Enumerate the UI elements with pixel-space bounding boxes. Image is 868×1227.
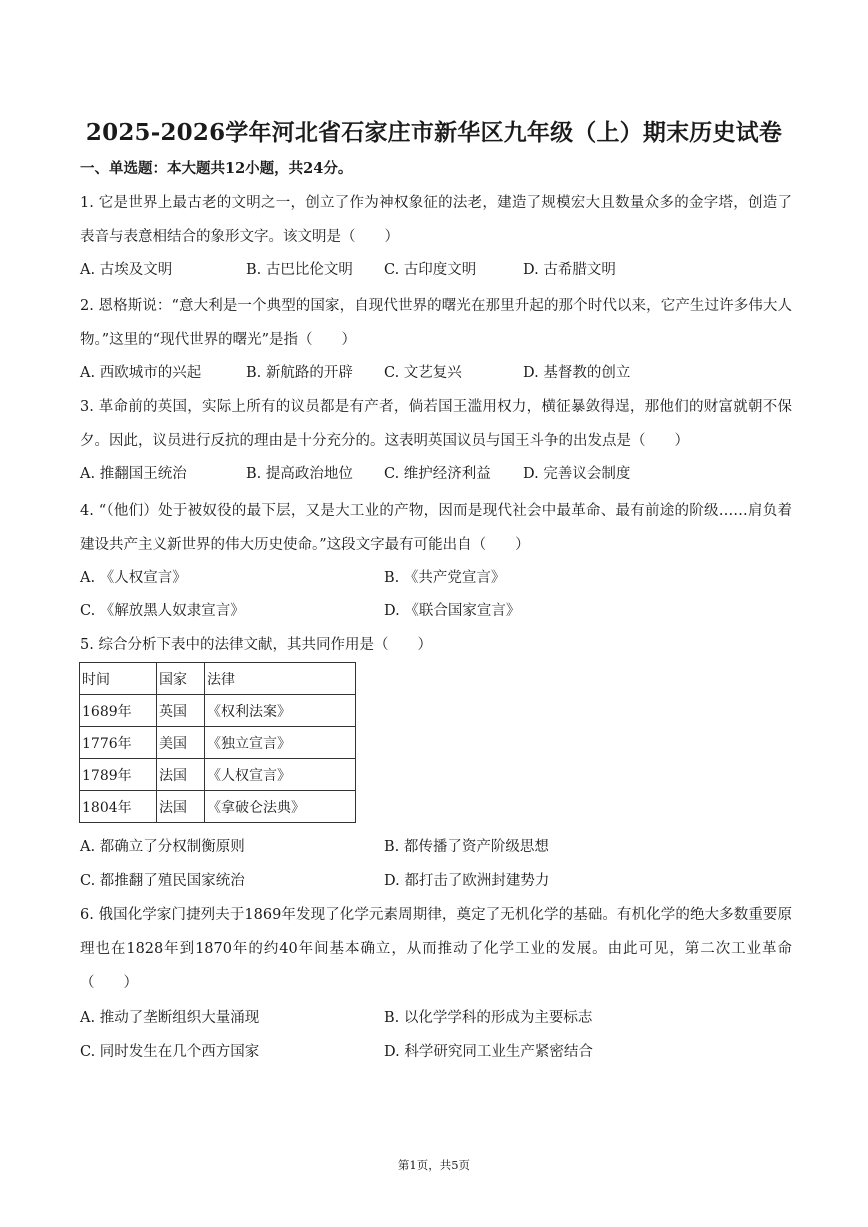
option-d: D. 科学研究同工业生产紧密结合 bbox=[384, 1044, 593, 1060]
question-5-options-row-2 bbox=[80, 869, 792, 893]
table-cell: 法国 bbox=[157, 791, 205, 823]
question-3-options bbox=[80, 462, 792, 486]
question-2-stem: 2. 恩格斯说：“意大利是一个典型的国家，自现代世界的曙光在那里升起的那个时代以来，它产生过许多伟大人物。”这里的“现代世界的曙光”是指（ ） bbox=[80, 298, 792, 348]
question-4-stem: 4. “（他们）处于被奴役的最下层，又是大工业的产物，因而是现代社会中最革命、最有前途的阶级……肩负着建设共产主义新世界的伟大历史使命。”这段文字最有可能出自（ ） bbox=[80, 503, 792, 553]
table-header-cell: 法律 bbox=[205, 663, 356, 695]
table-cell: 1804年 bbox=[80, 791, 157, 823]
exam-title: 2025-2026学年河北省石家庄市新华区九年级（上）期末历史试卷 bbox=[85, 119, 783, 146]
option-c: C. 同时发生在几个西方国家 bbox=[80, 1044, 260, 1060]
option-b: B. 古巴比伦文明 bbox=[246, 262, 353, 278]
option-a: A. 《人权宣言》 bbox=[80, 570, 187, 586]
table-cell: 法国 bbox=[157, 759, 205, 791]
option-d: D. 都打击了欧洲封建势力 bbox=[384, 873, 550, 889]
option-d: D. 《联合国家宣言》 bbox=[384, 603, 521, 619]
question-4-options-row-1 bbox=[80, 566, 792, 590]
table-row bbox=[80, 791, 356, 823]
question-4-options-row-2 bbox=[80, 599, 792, 623]
question-6-stem: 6. 俄国化学家门捷列夫于1869年发现了化学元素周期律，奠定了无机化学的基础。有机化学的绝大多数重要原理也在1828年到1870年的约40年间基本确立，从而推动了化学工业的发展。由此可见，第二次工业革命（ ） bbox=[80, 907, 792, 991]
table-cell: 英国 bbox=[157, 695, 205, 727]
table-cell: 《独立宣言》 bbox=[205, 727, 356, 759]
option-c: C. 维护经济利益 bbox=[384, 466, 491, 482]
table-cell: 《权利法案》 bbox=[205, 695, 356, 727]
option-b: B. 《共产党宣言》 bbox=[384, 570, 506, 586]
table-cell: 《人权宣言》 bbox=[205, 759, 356, 791]
option-a: A. 推动了垄断组织大量涌现 bbox=[80, 1010, 260, 1026]
table-header-cell: 国家 bbox=[157, 663, 205, 695]
option-a: A. 都确立了分权制衡原则 bbox=[80, 839, 245, 855]
option-d: D. 古希腊文明 bbox=[523, 262, 616, 278]
table-cell: 1789年 bbox=[80, 759, 157, 791]
option-c: C. 《解放黑人奴隶宣言》 bbox=[80, 603, 245, 619]
table-header-row bbox=[80, 663, 356, 695]
option-b: B. 新航路的开辟 bbox=[246, 365, 353, 381]
question-3-stem: 3. 革命前的英国，实际上所有的议员都是有产者，倘若国王滥用权力，横征暴敛得逞，那他们的财富就朝不保夕。因此，议员进行反抗的理由是十分充分的。这表明英国议员与国王斗争的出发点是（ ） bbox=[80, 399, 792, 449]
option-d: D. 基督教的创立 bbox=[523, 365, 631, 381]
question-2-options bbox=[80, 361, 792, 385]
question-1-options bbox=[80, 258, 792, 282]
table-cell: 1689年 bbox=[80, 695, 157, 727]
table-row bbox=[80, 695, 356, 727]
table-row bbox=[80, 759, 356, 791]
option-c: C. 文艺复兴 bbox=[384, 365, 462, 381]
option-b: B. 提高政治地位 bbox=[246, 466, 353, 482]
option-c: C. 都推翻了殖民国家统治 bbox=[80, 873, 245, 889]
option-b: B. 都传播了资产阶级思想 bbox=[384, 839, 549, 855]
option-a: A. 西欧城市的兴起 bbox=[80, 365, 202, 381]
question-5-stem: 5. 综合分析下表中的法律文献，其共同作用是（ ） bbox=[80, 637, 432, 653]
table-cell: 1776年 bbox=[80, 727, 157, 759]
option-a: A. 古埃及文明 bbox=[80, 262, 173, 278]
table-row bbox=[80, 727, 356, 759]
section-heading: 一、单选题：本大题共12小题，共24分。 bbox=[80, 160, 353, 177]
option-b: B. 以化学学科的形成为主要标志 bbox=[384, 1010, 593, 1026]
option-a: A. 推翻国王统治 bbox=[80, 466, 187, 482]
table-cell: 《拿破仑法典》 bbox=[205, 791, 356, 823]
option-c: C. 古印度文明 bbox=[384, 262, 477, 278]
option-d: D. 完善议会制度 bbox=[523, 466, 631, 482]
table-header-cell: 时间 bbox=[80, 663, 157, 695]
question-1-stem: 1. 它是世界上最古老的文明之一，创立了作为神权象征的法老，建造了规模宏大且数量众多的金字塔，创造了表音与表意相结合的象形文字。该文明是（ ） bbox=[80, 195, 792, 245]
question-6-options-row-1 bbox=[80, 1006, 792, 1030]
question-6-options-row-2 bbox=[80, 1040, 792, 1064]
table-cell: 美国 bbox=[157, 727, 205, 759]
law-documents-table bbox=[79, 662, 356, 823]
question-5-options-row-1 bbox=[80, 835, 792, 859]
page-number-footer: 第1页，共5页 bbox=[397, 1158, 471, 1172]
